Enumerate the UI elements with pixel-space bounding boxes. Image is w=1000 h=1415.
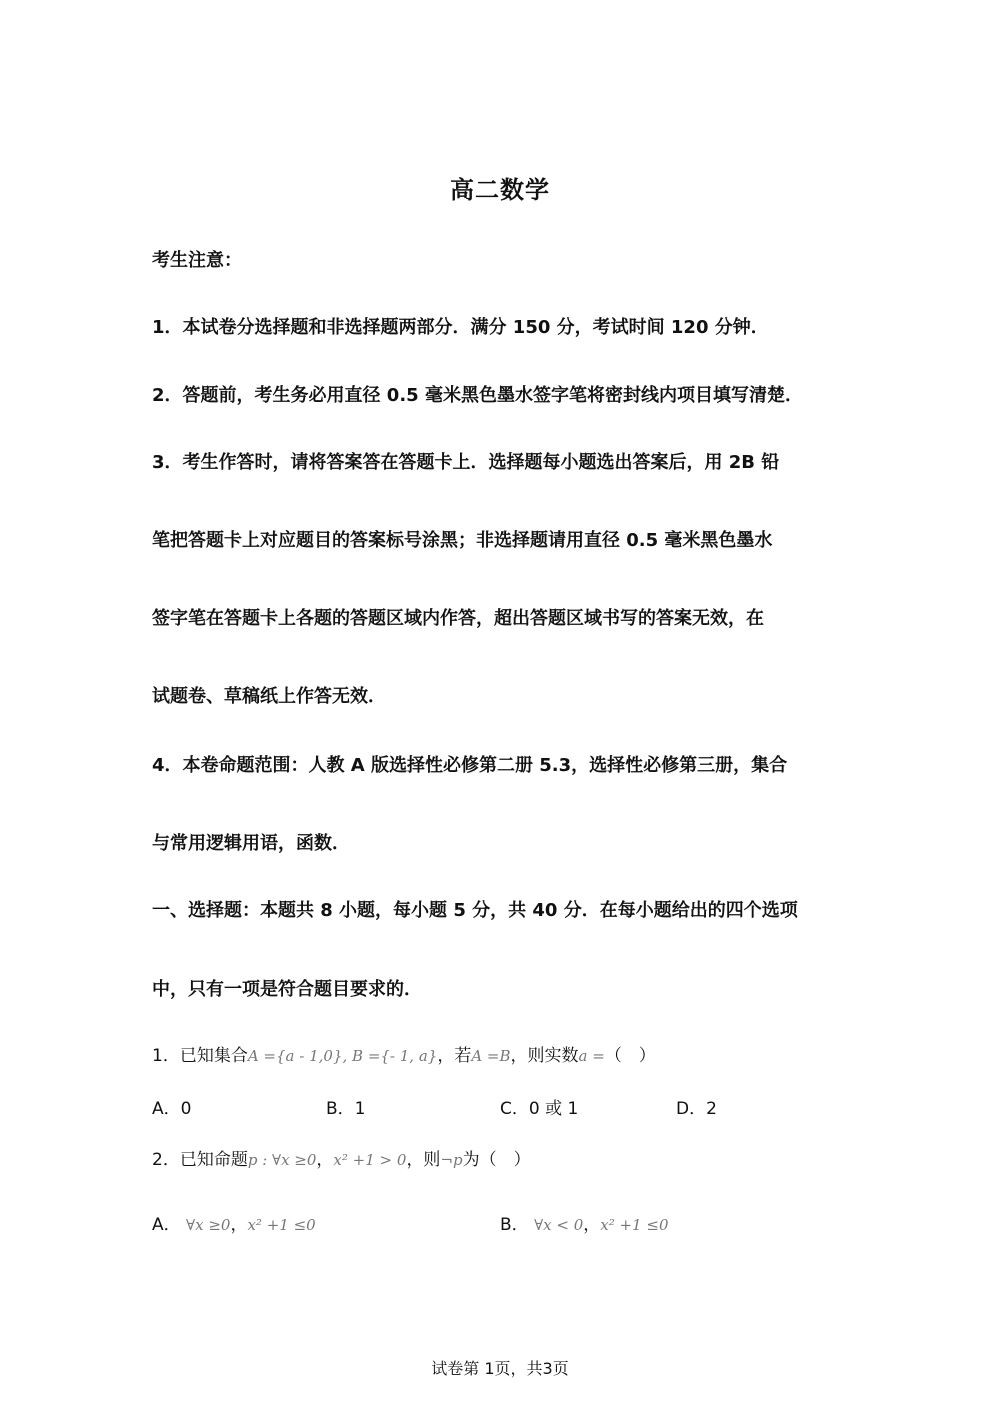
notice-line-7: 4．本卷命题范围：人教 A 版选择性必修第二册 5.3，选择性必修第三册，集合 xyxy=(152,755,788,776)
question-2-option-b-label: B． xyxy=(500,1215,529,1235)
question-2-option-a[interactable] xyxy=(152,1210,316,1235)
question-1-suffix: （ ） xyxy=(604,1046,656,1066)
notice-heading: 考生注意： xyxy=(152,250,242,271)
notice-line-2: 2．答题前，考生务必用直径 0.5 毫米黑色墨水签字笔将密封线内项目填写清楚． xyxy=(152,385,803,406)
question-1 xyxy=(152,1041,656,1066)
question-1-mid-2: ，则实数 xyxy=(510,1046,579,1066)
question-2-option-a-formula-2: x² +1 ≤0 xyxy=(247,1216,316,1234)
question-2-inequality-formula: x² +1 > 0 xyxy=(333,1151,407,1169)
question-2-mid: ，则 xyxy=(406,1150,441,1170)
question-1-option-a[interactable]: A．0 xyxy=(152,1099,192,1119)
question-2-option-b[interactable] xyxy=(500,1210,668,1235)
notice-line-1: 1．本试卷分选择题和非选择题两部分．满分 150 分，考试时间 120 分钟． xyxy=(152,317,769,338)
document-title: 高二数学 xyxy=(450,176,550,204)
question-2-option-a-formula-1: ∀x ≥0 xyxy=(186,1216,231,1234)
question-1-prefix: 1．已知集合 xyxy=(152,1046,248,1066)
question-1-sets-formula: A ={a - 1,0}, B ={- 1, a} xyxy=(247,1047,438,1065)
question-2-option-b-sep: ， xyxy=(583,1215,601,1235)
notice-line-8: 与常用逻辑用语，函数． xyxy=(152,833,350,854)
question-1-option-d[interactable]: D．2 xyxy=(676,1099,717,1119)
question-1-option-b[interactable]: B．1 xyxy=(326,1099,366,1119)
question-1-variable: a = xyxy=(578,1047,605,1065)
question-2-option-a-sep: ， xyxy=(230,1215,248,1235)
page-footer: 试卷第 1页，共3页 xyxy=(431,1359,569,1378)
section-heading-line-2: 中，只有一项是符合题目要求的． xyxy=(152,979,422,1000)
question-2-option-b-formula-1: ∀x < 0 xyxy=(534,1216,584,1234)
question-2-option-b-formula-2: x² +1 ≤0 xyxy=(600,1216,669,1234)
question-2-prefix: 2．已知命题 xyxy=(152,1150,248,1170)
question-2-negation-formula: ¬p xyxy=(440,1151,463,1169)
question-2-proposition-formula: p : ∀x ≥0 xyxy=(247,1151,317,1169)
notice-line-5: 签字笔在答题卡上各题的答题区域内作答，超出答题区域书写的答案无效，在 xyxy=(152,608,764,629)
notice-line-3: 3．考生作答时，请将答案答在答题卡上．选择题每小题选出答案后，用 2B 铅 xyxy=(152,452,780,473)
notice-line-4: 笔把答题卡上对应题目的答案标号涂黑；非选择题请用直径 0.5 毫米黑色墨水 xyxy=(152,530,773,551)
section-heading-line-1: 一、选择题：本题共 8 小题，每小题 5 分，共 40 分．在每小题给出的四个选项 xyxy=(152,900,798,921)
question-2-sep: ， xyxy=(316,1150,334,1170)
question-2-option-a-label: A． xyxy=(152,1215,181,1235)
question-1-option-c[interactable]: C．0 或 1 xyxy=(500,1099,579,1119)
question-1-mid-1: ，若 xyxy=(437,1046,472,1066)
question-2-suffix: 为（ ） xyxy=(462,1150,531,1170)
notice-line-6: 试题卷、草稿纸上作答无效． xyxy=(152,686,386,707)
question-2 xyxy=(152,1145,531,1170)
question-1-equality-formula: A =B xyxy=(471,1047,511,1065)
